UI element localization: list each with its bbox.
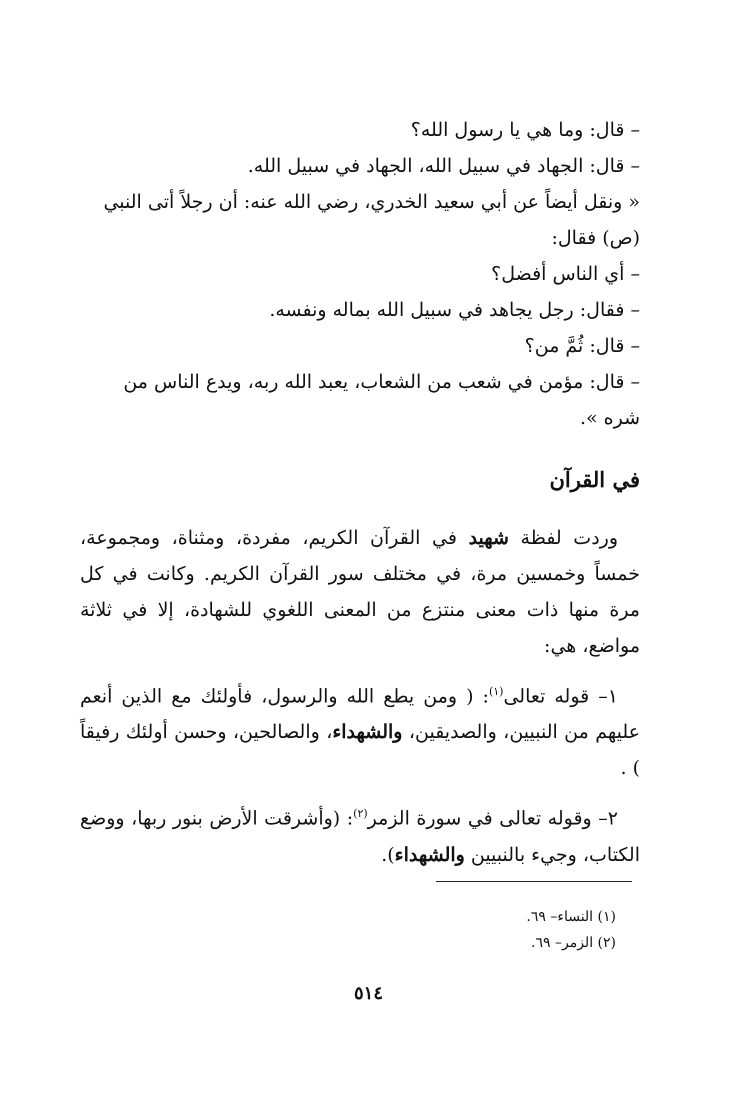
dialogue-line: – قال: الجهاد في سبيل الله، الجهاد في سبيل الله.	[247, 155, 640, 177]
quote-line: (ص) فقال:	[551, 227, 640, 249]
footnote-ref: (١)	[488, 685, 504, 698]
item-prefix: ١– قوله تعالى	[503, 685, 618, 708]
quran-item-1	[80, 674, 640, 786]
dialogue-line: – أي الناس أفضل؟	[491, 263, 640, 285]
intro-text: وردت لفظة	[508, 527, 619, 549]
item-text: : (وأشرقت الأرض بنور ربها، ووضع الكتاب، وجيء بالنبيين	[80, 807, 640, 866]
footnote: (١) النساء– ٦٩.	[526, 909, 616, 925]
dialogue-line: – قال: وما هي يا رسول الله؟	[410, 119, 640, 141]
item-text: : ( ومن يطع الله والرسول، فأولئك مع الذين أنعم عليهم من النبيين، والصديقين،	[80, 685, 640, 744]
intro-keyword: شهيد	[468, 527, 509, 549]
item-text: ، والصالحين، وحسن أولئك رفيقاً ) .	[80, 721, 640, 780]
dialogue-line: – قال: ثُمَّ من؟	[524, 335, 640, 357]
section-heading: في القرآن	[549, 467, 640, 492]
quran-item-2	[80, 796, 640, 872]
item-text: ).	[381, 843, 395, 866]
footnote-ref: (٢)	[353, 807, 368, 821]
item-prefix: ٢– وقوله تعالى في سورة الزمر	[367, 807, 618, 830]
dialogue-line: – قال: مؤمن في شعب من الشعاب، يعبد الله ربه، ويدع الناس من	[123, 371, 640, 393]
intro-text: في القرآن الكريم، مفردة، ومثناة، ومجموعة، خمساً وخمسين مرة، في مختلف سور القرآن الكريم. وكانت في كل مرة منها ذات معنى منتزع من المعنى اللغوي للشهادة، إلا في ثلاثة مواضع، هي:	[80, 527, 640, 657]
footnote-divider	[436, 881, 632, 882]
item-keyword: والشهداء	[332, 721, 403, 744]
intro-paragraph	[80, 520, 640, 664]
quote-line: « ونقل أيضاً عن أبي سعيد الخدري، رضي الله عنه: أن رجلاً أتى النبي	[103, 191, 640, 213]
page-body	[80, 112, 640, 873]
page-number: ٥١٤	[353, 983, 383, 1004]
dialogue-line: – فقال: رجل يجاهد في سبيل الله بماله ونفسه.	[269, 299, 640, 321]
footnotes	[400, 904, 616, 956]
dialogue-line: شره ».	[579, 407, 640, 429]
footnote: (٢) الزمر– ٦٩.	[531, 935, 616, 951]
item-keyword: والشهداء	[394, 843, 465, 866]
